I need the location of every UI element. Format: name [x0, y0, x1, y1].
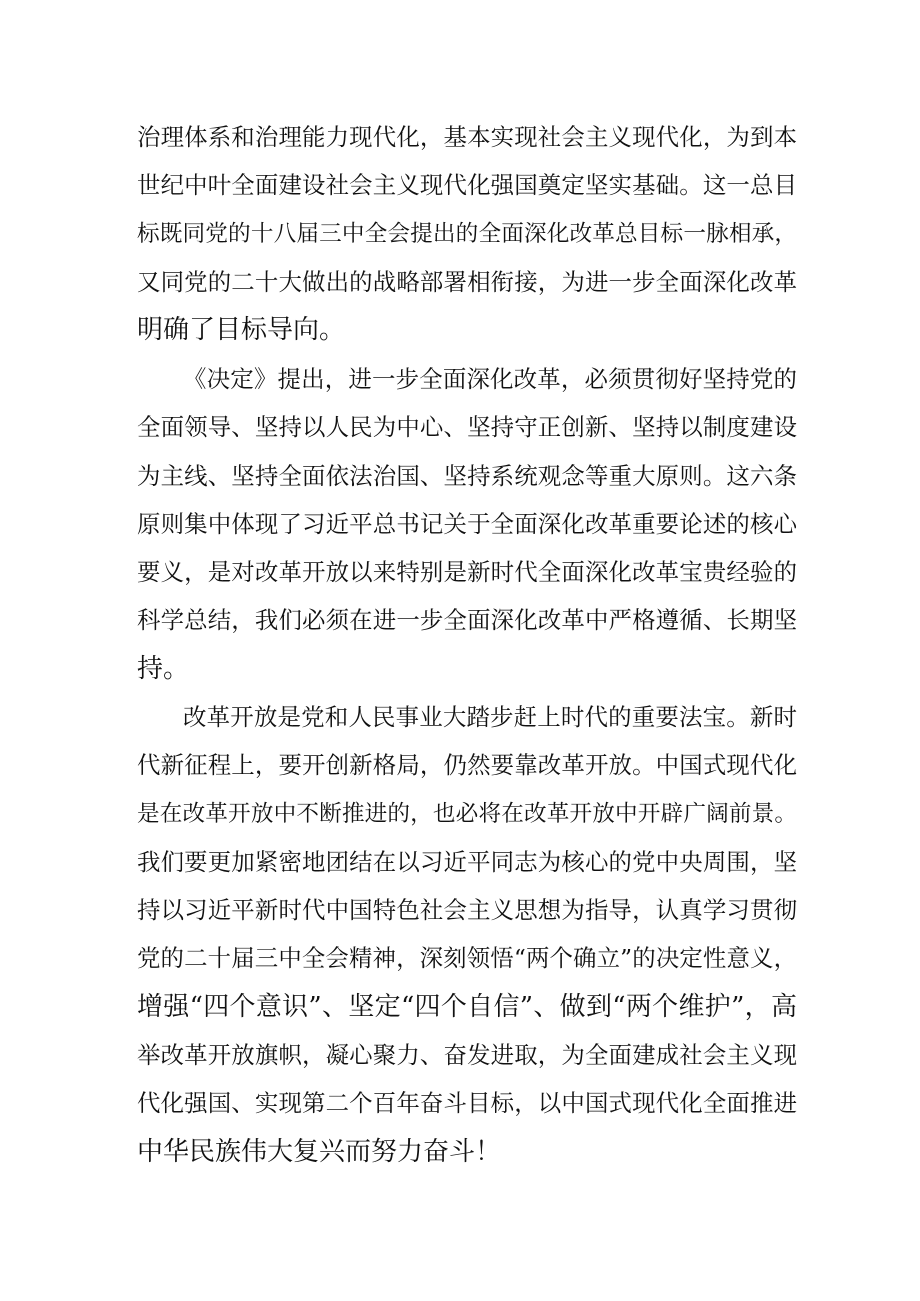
- text-line: 举改革开放旗帜，凝心聚力、奋发进取，为全面建成社会主义现: [137, 1041, 797, 1070]
- text-line: 原则集中体现了习近平总书记关于全面深化改革重要论述的核心: [137, 509, 797, 538]
- text-line: 明确了目标导向。: [137, 315, 346, 346]
- text-line: 要义，是对改革开放以来特别是新时代全面深化改革宝贵经验的: [137, 558, 797, 587]
- text-line: 代新征程上，要开创新格局，仍然要靠改革开放。中国式现代化: [137, 751, 797, 780]
- text-line: 中华民族伟大复兴而努力奋斗！: [137, 1136, 502, 1167]
- text-line: 改革开放是党和人民事业大踏步赶上时代的重要法宝。新时: [183, 703, 797, 731]
- text-line: 科学总结，我们必须在进一步全面深化改革中严格遵循、长期坚: [137, 606, 797, 635]
- text-line: 又同党的二十大做出的战略部署相衔接，为进一步全面深化改革: [137, 267, 797, 296]
- text-line: 持。: [137, 653, 190, 684]
- text-line: 全面领导、坚持以人民为中心、坚持守正创新、坚持以制度建设: [137, 413, 797, 442]
- text-line: 为主线、坚持全面依法治国、坚持系统观念等重大原则。这六条: [137, 461, 797, 490]
- text-line: 代化强国、实现第二个百年奋斗目标，以中国式现代化全面推进: [137, 1089, 797, 1118]
- text-line: 持以习近平新时代中国特色社会主义思想为指导，认真学习贯彻: [137, 896, 797, 925]
- text-line: 党的二十届三中全会精神，深刻领悟“两个确立”的决定性意义，: [137, 944, 797, 973]
- text-line: 我们要更加紧密地团结在以习近平同志为核心的党中央周围，坚: [137, 847, 797, 876]
- paragraph-2: [137, 355, 797, 693]
- paragraph-1: [137, 113, 797, 354]
- paragraph-3: [137, 693, 797, 1176]
- text-line: 《决定》提出，进一步全面深化改革，必须贯彻好坚持党的: [183, 365, 797, 393]
- text-line: 世纪中叶全面建设社会主义现代化强国奠定坚实基础。这一总目: [137, 171, 797, 200]
- text-line: 增强“四个意识”、坚定“四个自信”、做到“两个维护”，高: [137, 991, 797, 1022]
- text-line: 标既同党的十八届三中全会提出的全面深化改革总目标一脉相承，: [137, 220, 797, 247]
- text-line: 是在改革开放中不断推进的，也必将在改革开放中开辟广阔前景。: [137, 800, 797, 827]
- text-line: 治理体系和治理能力现代化，基本实现社会主义现代化，为到本: [137, 123, 797, 151]
